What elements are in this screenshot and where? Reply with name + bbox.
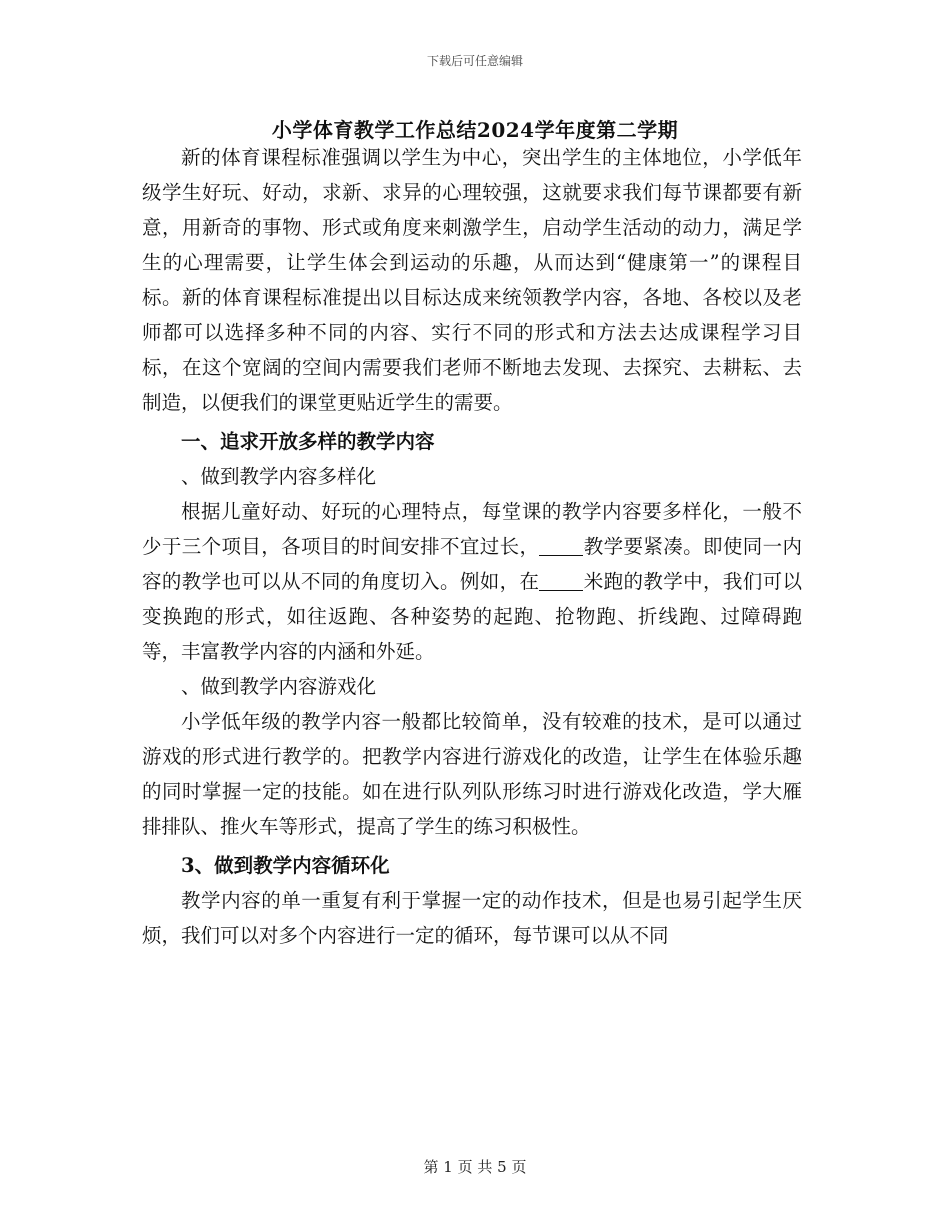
- subsection-3-heading: 3、做到教学内容循环化: [181, 854, 390, 877]
- document-title: 小学体育教学工作总结2024学年度第二学期: [271, 118, 679, 142]
- subsection-2-paragraph: 小学低年级的教学内容一般都比较简单，没有较难的技术，是可以通过游戏的形式进行教学的。把教学内容进行游戏化的改造，让学生在体验乐趣的同时掌握一定的技能。如在进行队列队形练习时进行游戏化改造，学大雁排排队、推火车等形式，提高了学生的练习积极性。: [142, 710, 802, 838]
- document-body: [142, 140, 802, 953]
- subsection-1-paragraph: [142, 494, 802, 669]
- subsection-1-heading: 、做到教学内容多样化: [181, 465, 377, 488]
- subsection-1-text-a: 根据儿童好动、好玩的心理特点，每堂课的教学内容要多样化，一般不少于三个项目，各项目的时间安排不宜过长，: [142, 500, 802, 558]
- fill-in-blank: [539, 571, 583, 592]
- section-1-heading: 一、追求开放多样的教学内容: [181, 430, 435, 453]
- header-note: 下载后可任意编辑: [426, 54, 523, 68]
- subsection-3-paragraph: 教学内容的单一重复有利于掌握一定的动作技术，但是也易引起学生厌烦，我们可以对多个内容进行一定的循环，每节课可以从不同: [142, 889, 802, 947]
- subsection-1-text-c: 米跑的教学中，我们可以变换跑的形式，如往返跑、各种姿势的起跑、抢物跑、折线跑、过障碍跑等，丰富教学内容的内涵和外延。: [142, 570, 802, 663]
- page-indicator: 第 1 页 共 5 页: [423, 1158, 527, 1176]
- subsection-2-heading: 、做到教学内容游戏化: [181, 675, 377, 698]
- intro-paragraph: 新的体育课程标准强调以学生为中心，突出学生的主体地位，小学低年级学生好玩、好动，求新、求异的心理较强，这就要求我们每节课都要有新意，用新奇的事物、形式或角度来刺激学生，启动学生活动的动力，满足学生的心理需要，让学生体会到运动的乐趣，从而达到“健康第一”的课程目标。新的体育课程标准提出以目标达成来统领教学内容，各地、各校以及老师都可以选择多种不同的内容、实行不同的形式和方法去达成课程学习目标，在这个宽阔的空间内需要我们老师不断地去发现、去探究、去耕耘、去制造，以便我们的课堂更贴近学生的需要。: [142, 146, 802, 414]
- fill-in-blank: [539, 536, 583, 557]
- subsection-1-text-b: 教学要紧凑。即使同一内容的教学也可以从不同的角度切入。例如，在: [142, 535, 802, 593]
